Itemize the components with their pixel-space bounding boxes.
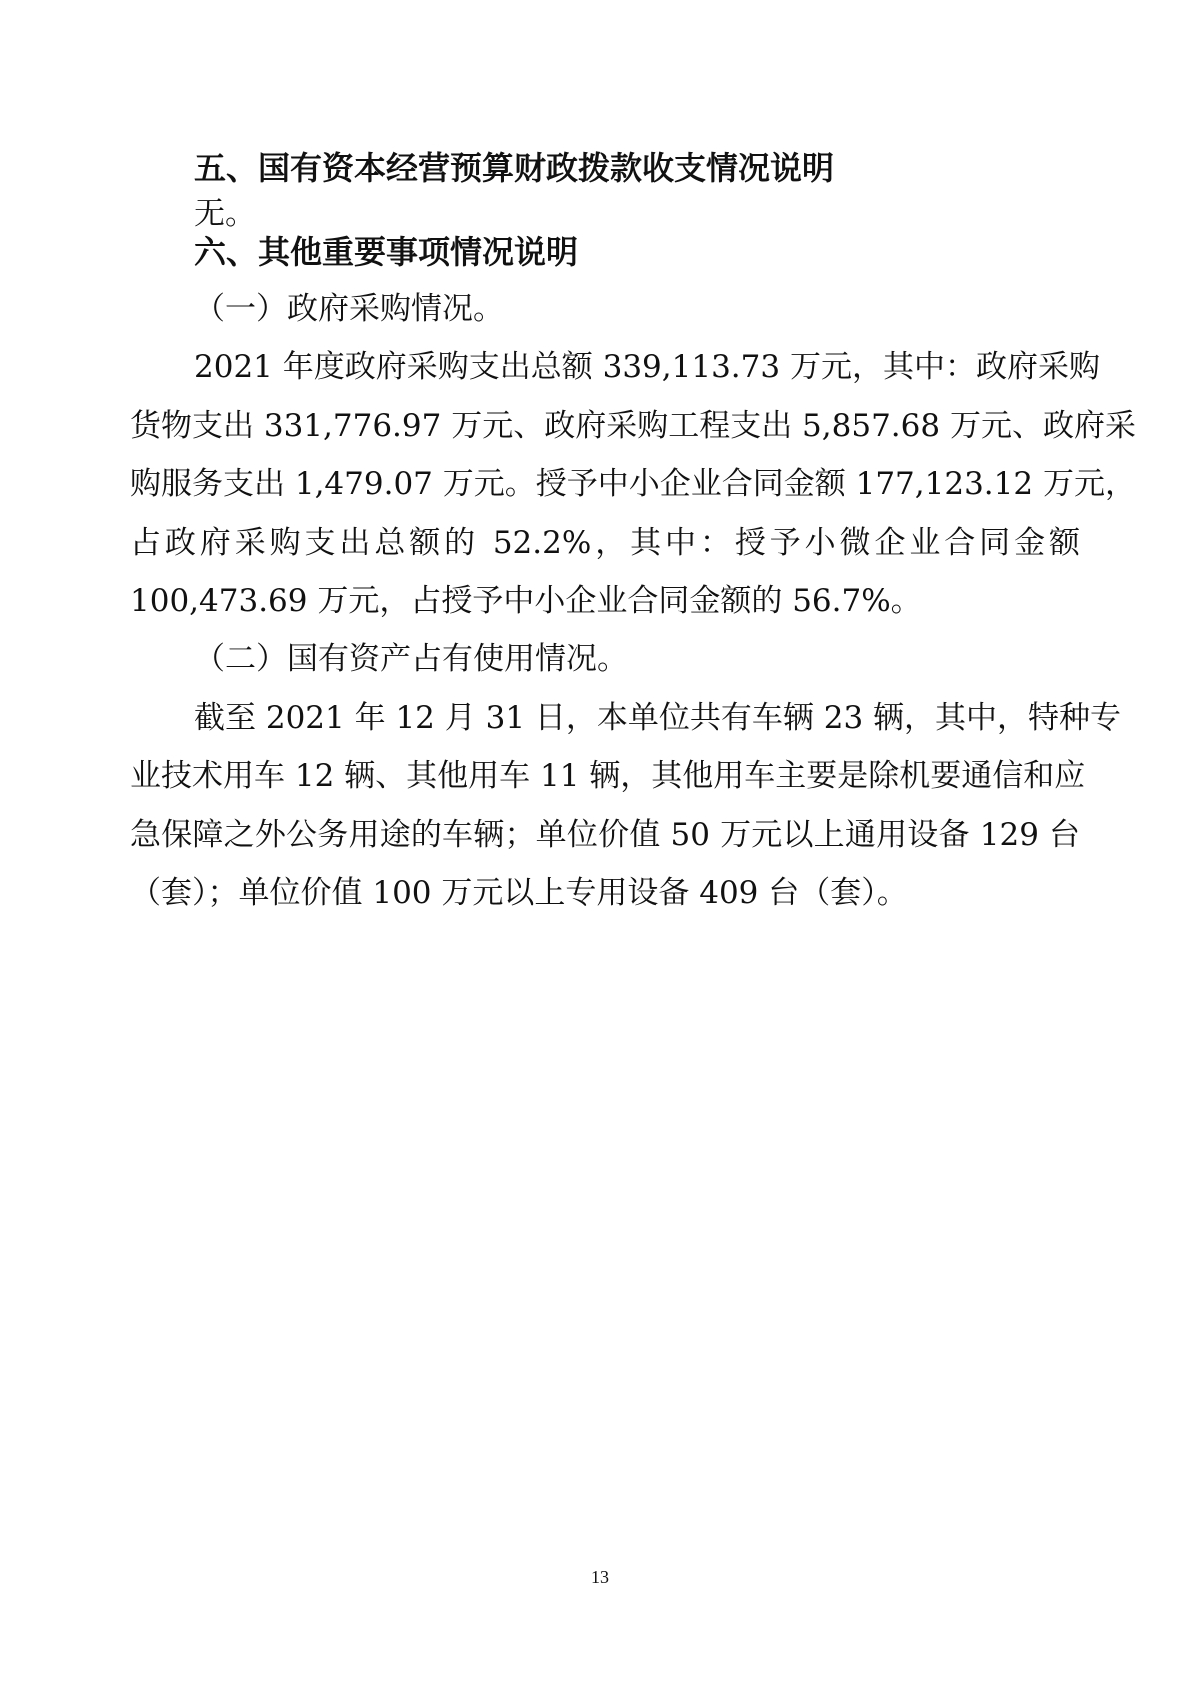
paragraph-line: 100,473.69 万元，占授予中小企业合同金额的 56.7%。 — [130, 583, 922, 619]
paragraph-line: 业技术用车 12 辆、其他用车 11 辆，其他用车主要是除机要通信和应 — [130, 758, 1086, 794]
paragraph-line: 急保障之外公务用途的车辆；单位价值 50 万元以上通用设备 129 台 — [130, 817, 1080, 853]
section-6-heading: 六、其他重要事项情况说明 — [194, 233, 579, 271]
paragraph-line: 截至 2021 年 12 月 31 日，本单位共有车辆 23 辆，其中，特种专 — [194, 700, 1122, 736]
paragraph-line: 货物支出 331,776.97 万元、政府采购工程支出 5,857.68 万元、政府采 — [130, 408, 1136, 444]
page-number: 13 — [591, 1567, 609, 1587]
subsection-2-title: （二）国有资产占有使用情况。 — [194, 641, 628, 677]
section-5-heading: 五、国有资本经营预算财政拨款收支情况说明 — [194, 149, 835, 187]
subsection-1-title: （一）政府采购情况。 — [194, 291, 504, 327]
paragraph-line: 2021 年度政府采购支出总额 339,113.73 万元，其中：政府采购 — [194, 349, 1100, 385]
paragraph-line: 购服务支出 1,479.07 万元。授予中小企业合同金额 177,123.12 万元， — [130, 466, 1136, 502]
section-5-body: 无。 — [194, 196, 256, 232]
paragraph-line: 占政府采购支出总额的 52.2%，其中：授予小微企业合同金额 — [130, 525, 1080, 561]
paragraph-line: （套）；单位价值 100 万元以上专用设备 409 台（套）。 — [130, 875, 908, 911]
